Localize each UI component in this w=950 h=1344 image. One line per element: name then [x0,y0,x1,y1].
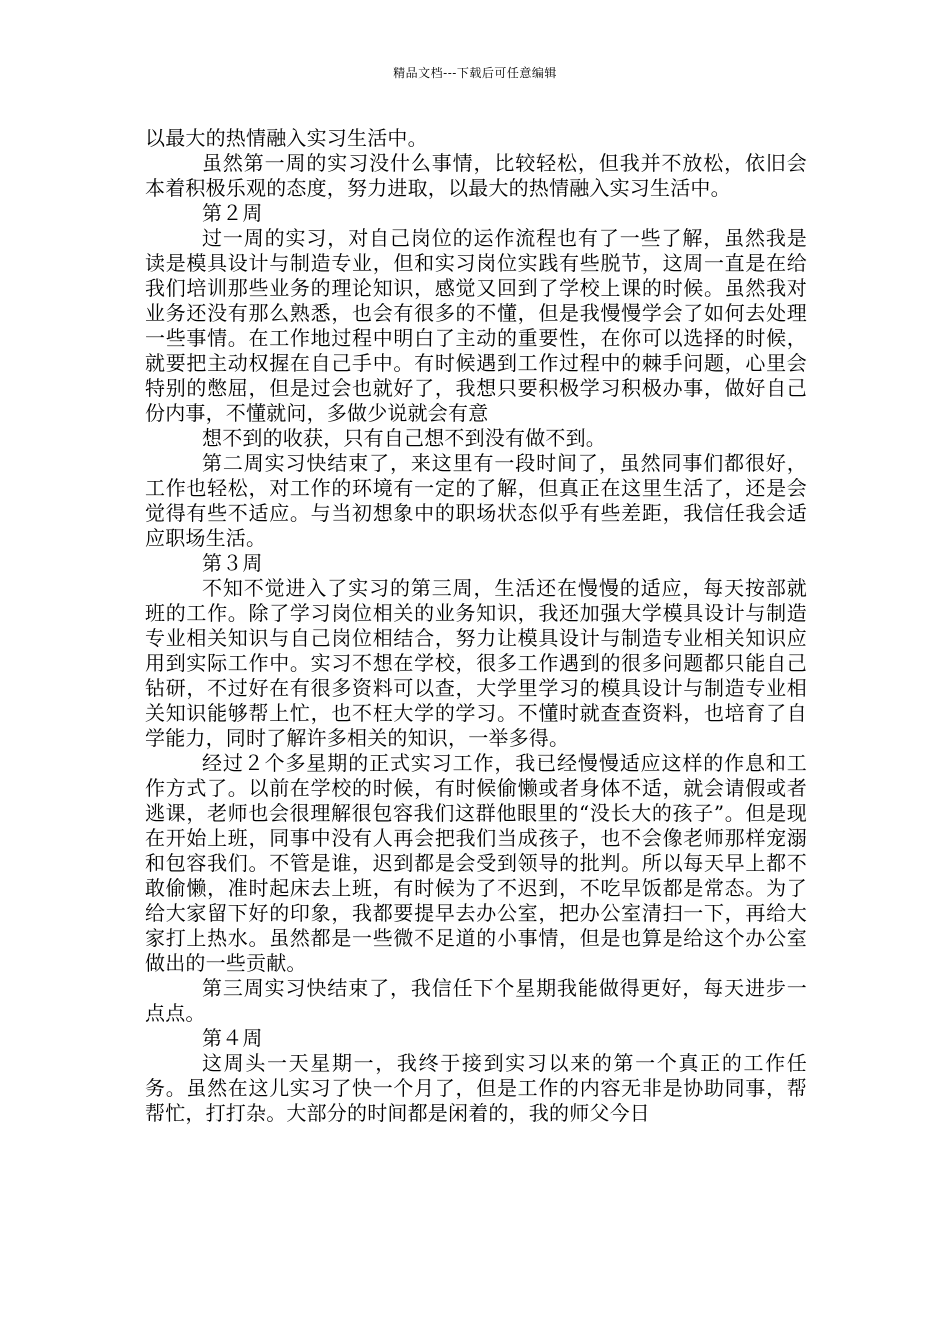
paragraph: 想不到的收获，只有自己想不到没有做不到。 [202,426,606,450]
document-body [145,126,807,1126]
paragraph: 虽然第一周的实习没什么事情，比较轻松，但我并不放松，依旧会本着积极乐观的态度，努力进取，以最大的热情融入实习生活中。 [145,151,807,200]
paragraph: 以最大的热情融入实习生活中。 [145,126,428,150]
paragraph: 不知不觉进入了实习的第三周，生活还在慢慢的适应，每天按部就班的工作。除了学习岗位相关的业务知识，我还加强大学模具设计与制造专业相关知识与自己岗位相结合，努力让模具设计与制造专业相关知识应用到实际工作中。实习不想在学校，很多工作遇到的很多问题都只能自己钻研，不过好在有很多资料可以查，大学里学习的模具设计与制造专业相关知识能够帮上忙，也不枉大学的学习。不懂时就查查资料，也培育了自学能力，同时了解许多相关的知识，一举多得。 [145,576,807,750]
paragraph: 第二周实习快结束了，来这里有一段时间了，虽然同事们都很好，工作也轻松，对工作的环境有一定的了解，但真正在这里生活了，还是会觉得有些不适应。与当初想象中的职场状态似乎有些差距，我信任我会适应职场生活。 [145,451,807,550]
paragraph: 经过２个多星期的正式实习工作，我已经慢慢适应这样的作息和工作方式了。以前在学校的时候，有时候偷懒或者身体不适，就会请假或者逃课，老师也会很理解很包容我们这群他眼里的“没长大的孩子”。但是现在开始上班，同事中没有人再会把我们当成孩子，也不会像老师那样宠溺和包容我们。不管是谁，迟到都是会受到领导的批判。所以每天早上都不敢偷懒，准时起床去上班，有时候为了不迟到，不吃早饭都是常态。为了给大家留下好的印象，我都要提早去办公室，把办公室清扫一下，再给大家打上热水。虽然都是一些微不足道的小事情，但是也算是给这个办公室做出的一些贡献。 [145,751,807,975]
paragraph: 这周头一天星期一，我终于接到实习以来的第一个真正的工作任务。虽然在这儿实习了快一个月了，但是工作的内容无非是协助同事，帮帮忙，打打杂。大部分的时间都是闲着的，我的师父今日 [145,1051,807,1125]
week-heading: 第２周 [202,201,263,225]
paragraph: 过一周的实习，对自己岗位的运作流程也有了一些了解，虽然我是读是模具设计与制造专业，但和实习岗位实践有些脱节，这周一直是在给我们培训那些业务的理论知识，感觉又回到了学校上课的时候。虽然我对业务还没有那么熟悉，也会有很多的不懂，但是我慢慢学会了如何去处理一些事情。在工作地过程中明白了主动的重要性，在你可以选择的时候，就要把主动权握在自己手中。有时候遇到工作过程中的棘手问题，心里会特别的憋屈，但是过会也就好了，我想只要积极学习积极办事，做好自己份内事，不懂就问，多做少说就会有意 [145,226,807,425]
week-heading: 第３周 [202,551,263,575]
week-heading: 第４周 [202,1026,263,1050]
paragraph: 第三周实习快结束了，我信任下个星期我能做得更好，每天进步一点点。 [145,976,807,1025]
page-header: 精品文档---下载后可任意编辑 [393,66,557,80]
